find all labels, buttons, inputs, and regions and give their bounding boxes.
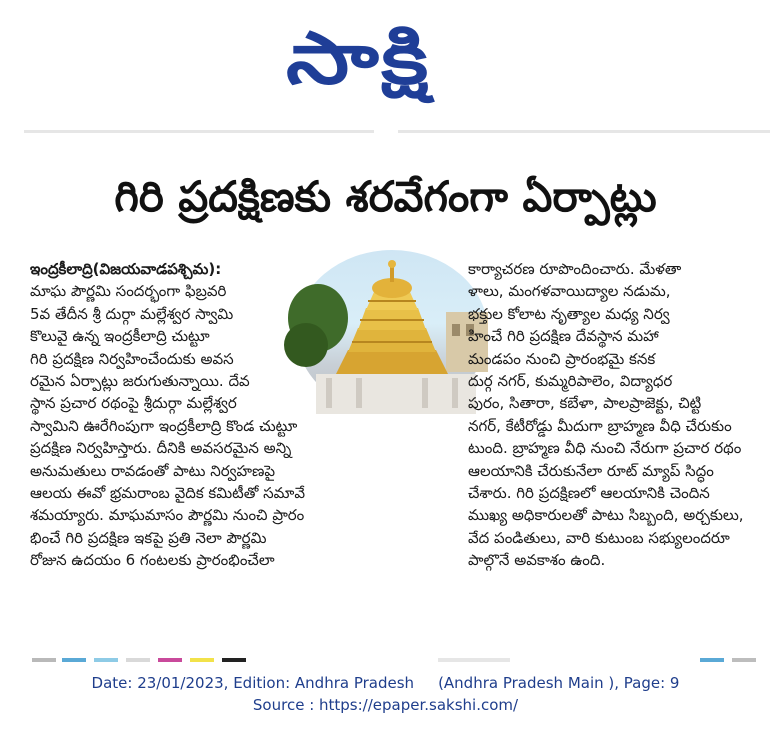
- article-line: ళాలు, మంగళవాయిద్యాల నడుమ,: [468, 282, 671, 301]
- masthead: [0, 0, 771, 132]
- article-line: స్వామిని ఊరేగింపుగా ఇంద్రకీలాద్రి కొండ చుట్టూ: [30, 416, 298, 435]
- sakshi-logo: సాక్షి: [286, 16, 431, 100]
- article-line: కార్యాచరణ రూపొందించారు. మేళతా: [468, 260, 682, 278]
- print-color-marks: [0, 658, 771, 662]
- footer-page-info: (Andhra Pradesh Main ), Page: 9: [438, 674, 680, 692]
- temple-photo: [296, 250, 488, 414]
- article-line: టుంది. బ్రాహ్మణ వీధి నుంచి నేరుగా ప్రచార రథం: [468, 439, 742, 458]
- article-line: భక్తుల కోలాట నృత్యాల మధ్య నిర్వ: [468, 304, 670, 323]
- article-line: గిరి ప్రదక్షిణ నిర్వహించేందుకు అవస: [30, 349, 234, 368]
- article-line: ముఖ్య అధికారులతో పాటు సిబ్బంది, అర్చకులు,: [468, 506, 744, 525]
- masthead-divider-left: [24, 130, 374, 133]
- masthead-divider-right: [398, 130, 770, 133]
- article-line: దుర్గ నగర్, కుమ్మరిపాలెం, విద్యాధర: [468, 372, 673, 391]
- article-column-right: [468, 258, 770, 572]
- article-line: హించే గిరి ప్రదక్షిణ దేవస్థాన మహా: [468, 327, 659, 346]
- article-dateline: ఇంద్రకీలాద్రి(విజయవాడపశ్చిమ):: [30, 260, 222, 278]
- article-line: మాఘ పౌర్ణమి సందర్భంగా ఫిబ్రవరి: [30, 282, 227, 301]
- article-line: ఆలయానికి చేరుకునేలా రూట్ మ్యాప్ సిద్ధం: [468, 461, 714, 480]
- article-line: ప్రదక్షిణ నిర్వహిస్తారు. దీనికి అవసరమైన అన్ని: [30, 439, 292, 458]
- article-column-left: [30, 258, 306, 572]
- article-line: పురం, సితారా, కబేళా, పాలప్రాజెక్టు, చిట్టి: [468, 394, 702, 413]
- article-headline: గిరి ప్రదక్షిణకు శరవేగంగా ఏర్పాట్లు: [114, 172, 657, 221]
- article-line: భించే గిరి ప్రదక్షిణ ఇకపై ప్రతి నెలా పౌర్ణమి: [30, 528, 267, 547]
- article-line: చేశారు. గిరి ప్రదక్షిణలో ఆలయానికి చెందిన: [468, 484, 710, 503]
- article-line: రోజున ఉదయం 6 గంటలకు ప్రారంభించేలా: [30, 551, 275, 570]
- source-footer: [0, 672, 771, 716]
- article-line: పాల్గొనే అవకాశం ఉంది.: [468, 551, 606, 570]
- article-line: స్థాన ప్రచార రథంపై శ్రీదుర్గా మల్లేశ్వర: [30, 394, 237, 413]
- article-line: నగర్, కేటీరోడ్డు మీదుగా బ్రాహ్మణ వీధి చేరుకుం: [468, 416, 732, 435]
- article-line: రమైన ఏర్పాట్లు జరుగుతున్నాయి. దేవ: [30, 372, 250, 391]
- article-line: మండపం నుంచి ప్రారంభమై కనక: [468, 349, 656, 368]
- footer-date-edition: Date: 23/01/2023, Edition: Andhra Pradesh: [91, 674, 415, 692]
- article-line: శమయ్యారు. మాఘమాసం పౌర్ణమి నుంచి ప్రారం: [30, 506, 305, 525]
- article-line: కొలువై ఉన్న ఇంద్రకీలాద్రి చుట్టూ: [30, 327, 210, 346]
- footer-source-line: Source : https://epaper.sakshi.com/: [252, 696, 519, 714]
- footer-edition-line: [0, 672, 771, 694]
- article-line: వేద పండితులు, వారి కుటుంబ సభ్యులందరూ: [468, 528, 730, 547]
- article-line: ఆలయ ఈవో భ్రమరాంబ వైదిక కమిటీతో సమావే: [30, 484, 306, 503]
- article-line: అనుమతులు రావడంతో పాటు నిర్వహణపై: [30, 461, 276, 480]
- article-line: 5వ తేదీన శ్రీ దుర్గా మల్లేశ్వర స్వామి: [30, 304, 234, 323]
